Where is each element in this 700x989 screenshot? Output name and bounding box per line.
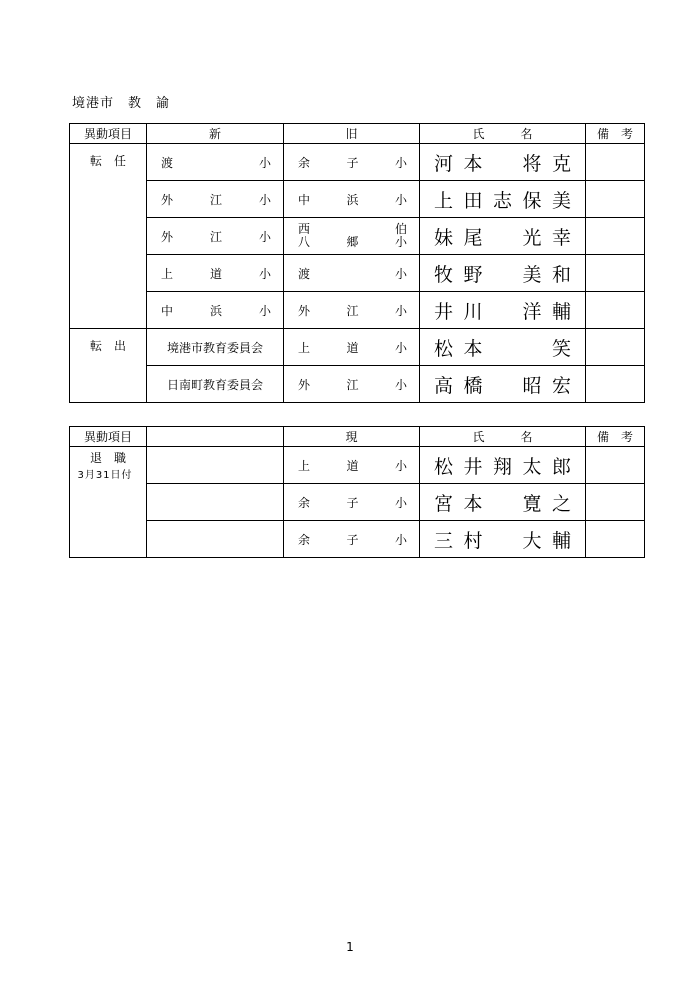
old-school-line1: 西 伯 [298,222,407,236]
category-cell [70,329,147,403]
header-old: 旧 [284,124,420,144]
header-remarks: 備 考 [586,427,645,447]
remarks-cell [586,292,645,329]
person-name: 宮 本 寛 之 [434,492,571,515]
category-label: 転 任 [89,154,126,168]
new-school: 外 江 小 [161,192,271,207]
current-school: 余 子 小 [298,495,407,510]
table-row [70,292,645,329]
page-number: 1 [346,940,354,954]
category-label: 転 出 [89,339,126,353]
old-cell [284,144,420,181]
blank-cell [147,447,284,484]
new-cell [147,329,284,366]
new-cell [147,366,284,403]
person-name: 松 本 笑 [434,337,571,360]
page-title: 境港市 教 諭 [72,96,171,111]
category-date-note: 3月31日付 [77,470,133,481]
header-current: 現 [284,427,420,447]
person-name: 河 本 将 克 [434,152,571,175]
current-cell [284,484,420,521]
name-cell [420,366,586,403]
old-cell [284,181,420,218]
new-cell [147,144,284,181]
new-school: 上 道 小 [161,266,271,281]
old-school: 余 子 小 [298,155,407,170]
new-office: 境港市教育委員会 [166,340,263,355]
old-cell [284,329,420,366]
name-cell [420,329,586,366]
table-row [70,329,645,366]
blank-cell [147,484,284,521]
header-category: 異動項目 [70,124,147,144]
remarks-cell [586,447,645,484]
name-cell [420,447,586,484]
table-row [70,218,645,255]
remarks-cell [586,144,645,181]
person-name: 三 村 大 輔 [434,529,571,552]
table-row [70,447,645,484]
name-cell [420,255,586,292]
remarks-cell [586,521,645,558]
table-header-row [70,427,645,447]
header-remarks: 備 考 [586,124,645,144]
person-name: 妹 尾 光 幸 [434,226,571,249]
new-school: 渡 小 [161,155,271,170]
name-cell [420,181,586,218]
old-cell [284,255,420,292]
new-cell [147,292,284,329]
remarks-cell [586,366,645,403]
category-cell [70,144,147,329]
table-row [70,366,645,403]
new-office: 日南町教育委員会 [166,377,263,392]
person-name: 上 田 志 保 美 [434,189,571,212]
current-cell [284,447,420,484]
name-cell [420,484,586,521]
table-row [70,521,645,558]
remarks-cell [586,181,645,218]
category-label: 退 職 [89,451,126,465]
old-school: 外 江 小 [298,377,407,392]
name-cell [420,292,586,329]
current-cell [284,521,420,558]
remarks-cell [586,484,645,521]
new-cell [147,181,284,218]
old-cell [284,218,420,255]
old-school: 上 道 小 [298,340,407,355]
current-school: 余 子 小 [298,532,407,547]
blank-cell [147,521,284,558]
name-cell [420,218,586,255]
header-blank [147,427,284,447]
header-name: 氏 名 [420,427,586,447]
category-cell [70,447,147,558]
old-school-two-line [284,223,419,249]
remarks-cell [586,218,645,255]
remarks-cell [586,329,645,366]
name-cell [420,521,586,558]
new-cell [147,218,284,255]
transfer-table [69,123,645,403]
old-school-line2: 八 郷 小 [298,235,407,249]
retirement-table [69,426,645,558]
old-school: 外 江 小 [298,303,407,318]
person-name: 松 井 翔 太 郎 [434,455,571,478]
old-school: 渡 小 [298,266,407,281]
new-school: 中 浜 小 [161,303,271,318]
table-row [70,181,645,218]
header-category: 異動項目 [70,427,147,447]
table-header-row [70,124,645,144]
old-cell [284,366,420,403]
remarks-cell [586,255,645,292]
person-name: 井 川 洋 輔 [434,300,571,323]
new-school: 外 江 小 [161,229,271,244]
name-cell [420,144,586,181]
table-row [70,255,645,292]
old-school: 中 浜 小 [298,192,407,207]
person-name: 牧 野 美 和 [434,263,571,286]
header-new: 新 [147,124,284,144]
current-school: 上 道 小 [298,458,407,473]
old-cell [284,292,420,329]
table-row [70,144,645,181]
new-cell [147,255,284,292]
header-name: 氏 名 [420,124,586,144]
person-name: 高 橋 昭 宏 [434,374,571,397]
table-row [70,484,645,521]
